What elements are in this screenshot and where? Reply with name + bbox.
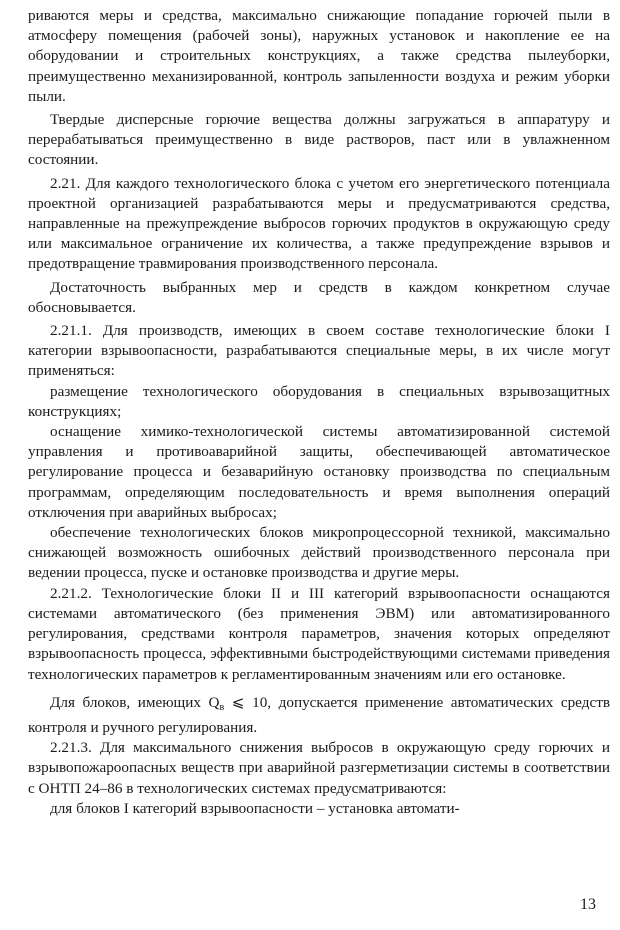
paragraph-2-21-1: 2.21.1. Для производств, имеющих в своем составе технологические блоки I категории взрывоопасности, разрабатываются специальные меры, в их числе могут применяться:	[28, 322, 610, 380]
paragraph-solid-substances: Твердые дисперсные горючие вещества должны загружаться в аппаратуру и перерабатываться преимущественно в виде растворов, паст или в увлажненном состоянии.	[28, 111, 610, 169]
list-item-microprocessor: обеспечение технологических блоков микропроцессорной техникой, максимально снижающей возможность ошибочных действий производственного персонала при ведении процесса, пуске и остановке производства и другие меры.	[28, 524, 610, 582]
paragraph-continuation: риваются меры и средства, максимально снижающие попадание горючей пыли в атмосферу помещения (рабочей зоны), наружных установок и накопление ее на оборудовании и строительных конструкциях, а также средства пылеуборки, преимущественно механизированной, контроль запыленности воздуха и режим уборки пыли.	[28, 7, 610, 105]
text-blocks-q-start: Для блоков, имеющих Q	[50, 693, 220, 711]
text-blocks-q-end: ⩽ 10, допускается применение автоматических средств контроля и ручного регулирования.	[28, 693, 610, 736]
subscript-v: в	[219, 701, 225, 713]
paragraph-sufficiency: Достаточность выбранных мер и средств в каждом конкретном случае обосновывается.	[28, 278, 610, 316]
paragraph-2-21-2: 2.21.2. Технологические блоки II и III категорий взрывоопасности оснащаются системами автоматического (без применения ЭВМ) или автоматизированного регулирования, средствами контроля параметров, значения которых определяют взрывоопасность процесса, эффективными быстродействующими системами приведения технологических параметров к регламентированным значениям или его остановке.	[28, 584, 610, 683]
list-item-equipping: оснащение химико-технологической системы автоматизированной системой управления и противоаварийной защиты, обеспечивающей автоматическое регулирование процесса и безаварийную остановку производства по специальным программам, определяющим последовательность и время выполнения операций отключения при аварийных выбросах;	[28, 423, 610, 521]
list-item-placement: размещение технологического оборудования в специальных взрывозащитных конструкциях;	[28, 382, 610, 420]
paragraph-blocks-q	[28, 693, 610, 738]
paragraph-2-21: 2.21. Для каждого технологического блока с учетом его энергетического потенциала проектной организацией разрабатываются меры и предусматриваются средства, направленные на прежупреждение выбросов горючих продуктов в окружающую среду или максимальное ограничение их количества, а также предупреждение взрывов и предотвращение травмирования производственного персонала.	[28, 174, 610, 273]
page-number: 13	[580, 896, 596, 913]
list-item-category-1: для блоков I категорий взрывоопасности – установка автомати-	[50, 799, 460, 817]
paragraph-2-21-3: 2.21.3. Для максимального снижения выбросов в окружающую среду горючих и взрывопожароопасных веществ при аварийной разгерметизации системы в соответствии с ОНТП 24–86 в технологических системах предусматриваются:	[28, 739, 610, 797]
